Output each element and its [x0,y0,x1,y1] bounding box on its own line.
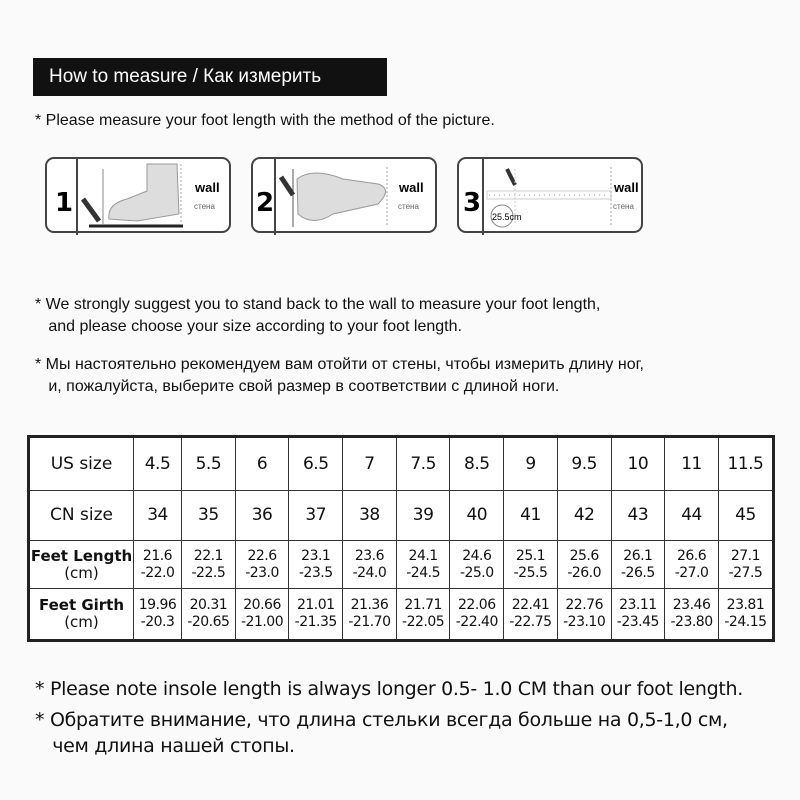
table-cell: 22.06 -22.40 [450,589,504,641]
table-cell: 35 [182,491,236,541]
table-cell: 22.76 -23.10 [557,589,611,641]
suggest-ru-2: и, пожалуйста, выберите свой размер в соответствии с длиной ноги. [35,378,560,395]
table-cell: 5.5 [182,437,236,491]
table-cell: 4.5 [134,437,182,491]
svg-text:wall: wall [399,180,424,195]
table-cell: 10 [611,437,665,491]
table-cell: 25.1 -25.5 [504,541,558,589]
table-cell: 23.6 -24.0 [343,541,397,589]
table-cell: 7 [343,437,397,491]
table-cell: 44 [665,491,719,541]
table-cell: 8.5 [450,437,504,491]
table-cell: 40 [450,491,504,541]
row-label: US size [29,437,134,491]
table-cell: 22.6 -23.0 [235,541,289,589]
svg-text:стена: стена [613,202,634,211]
row-label: Feet Length (cm) [29,541,134,589]
svg-text:25.5cm: 25.5cm [492,212,522,222]
table-cell: 21.01 -21.35 [289,589,343,641]
suggest-en-1: * We strongly suggest you to stand back to the wall to measure your foot length, [35,296,601,313]
table-cell: 36 [235,491,289,541]
table-cell: 39 [396,491,450,541]
table-cell: 22.41 -22.75 [504,589,558,641]
row-label: Feet Girth (cm) [29,589,134,641]
table-cell: 27.1 -27.5 [718,541,773,589]
row-label: CN size [29,491,134,541]
table-cell: 7.5 [396,437,450,491]
table-cell: 26.1 -26.5 [611,541,665,589]
note-en: * Please note insole length is always longer 0.5- 1.0 CM than our foot length. [35,678,744,700]
section-header: How to measure / Как измерить [33,58,387,96]
table-cell: 21.6 -22.0 [134,541,182,589]
suggest-en-2: and please choose your size according to your foot length. [35,318,462,335]
table-cell: 24.6 -25.0 [450,541,504,589]
table-cell: 23.46 -23.80 [665,589,719,641]
step-2-diagram [251,157,437,233]
svg-text:wall: wall [614,180,639,195]
table-cell: 11 [665,437,719,491]
table-cell: 22.1 -22.5 [182,541,236,589]
note-ru-2: чем длина нашей стопы. [35,735,295,757]
table-row-girth [29,589,774,641]
wall-ru-label: стена [194,202,215,211]
svg-text:стена: стена [398,202,419,211]
table-cell: 9.5 [557,437,611,491]
table-cell: 38 [343,491,397,541]
table-cell: 20.66 -21.00 [235,589,289,641]
wall-label: wall [195,180,220,195]
table-row-cn [29,491,774,541]
suggest-ru-1: * Мы настоятельно рекомендуем вам отойти от стены, чтобы измерить длину ног, [35,356,644,373]
table-cell: 11.5 [718,437,773,491]
table-cell: 23.81 -24.15 [718,589,773,641]
table-cell: 21.71 -22.05 [396,589,450,641]
table-cell: 6 [235,437,289,491]
size-chart-table [27,435,775,642]
table-cell: 45 [718,491,773,541]
step-3-diagram [457,157,643,233]
table-cell: 24.1 -24.5 [396,541,450,589]
table-cell: 25.6 -26.0 [557,541,611,589]
table-cell: 6.5 [289,437,343,491]
table-cell: 19.96 -20.3 [134,589,182,641]
table-cell: 42 [557,491,611,541]
table-cell: 34 [134,491,182,541]
table-cell: 20.31 -20.65 [182,589,236,641]
instruction-method: * Please measure your foot length with the method of the picture. [35,112,495,129]
table-cell: 9 [504,437,558,491]
table-row-length [29,541,774,589]
svg-text:3: 3 [463,188,482,218]
table-cell: 21.36 -21.70 [343,589,397,641]
svg-text:2: 2 [256,188,275,218]
table-cell: 41 [504,491,558,541]
table-cell: 37 [289,491,343,541]
step-1-diagram [45,157,231,233]
table-cell: 26.6 -27.0 [665,541,719,589]
table-cell: 43 [611,491,665,541]
note-ru-1: * Обратите внимание, что длина стельки всегда больше на 0,5-1,0 см, [35,709,728,731]
table-cell: 23.1 -23.5 [289,541,343,589]
table-row-us [29,437,774,491]
table-cell: 23.11 -23.45 [611,589,665,641]
step-number: 1 [55,188,74,218]
